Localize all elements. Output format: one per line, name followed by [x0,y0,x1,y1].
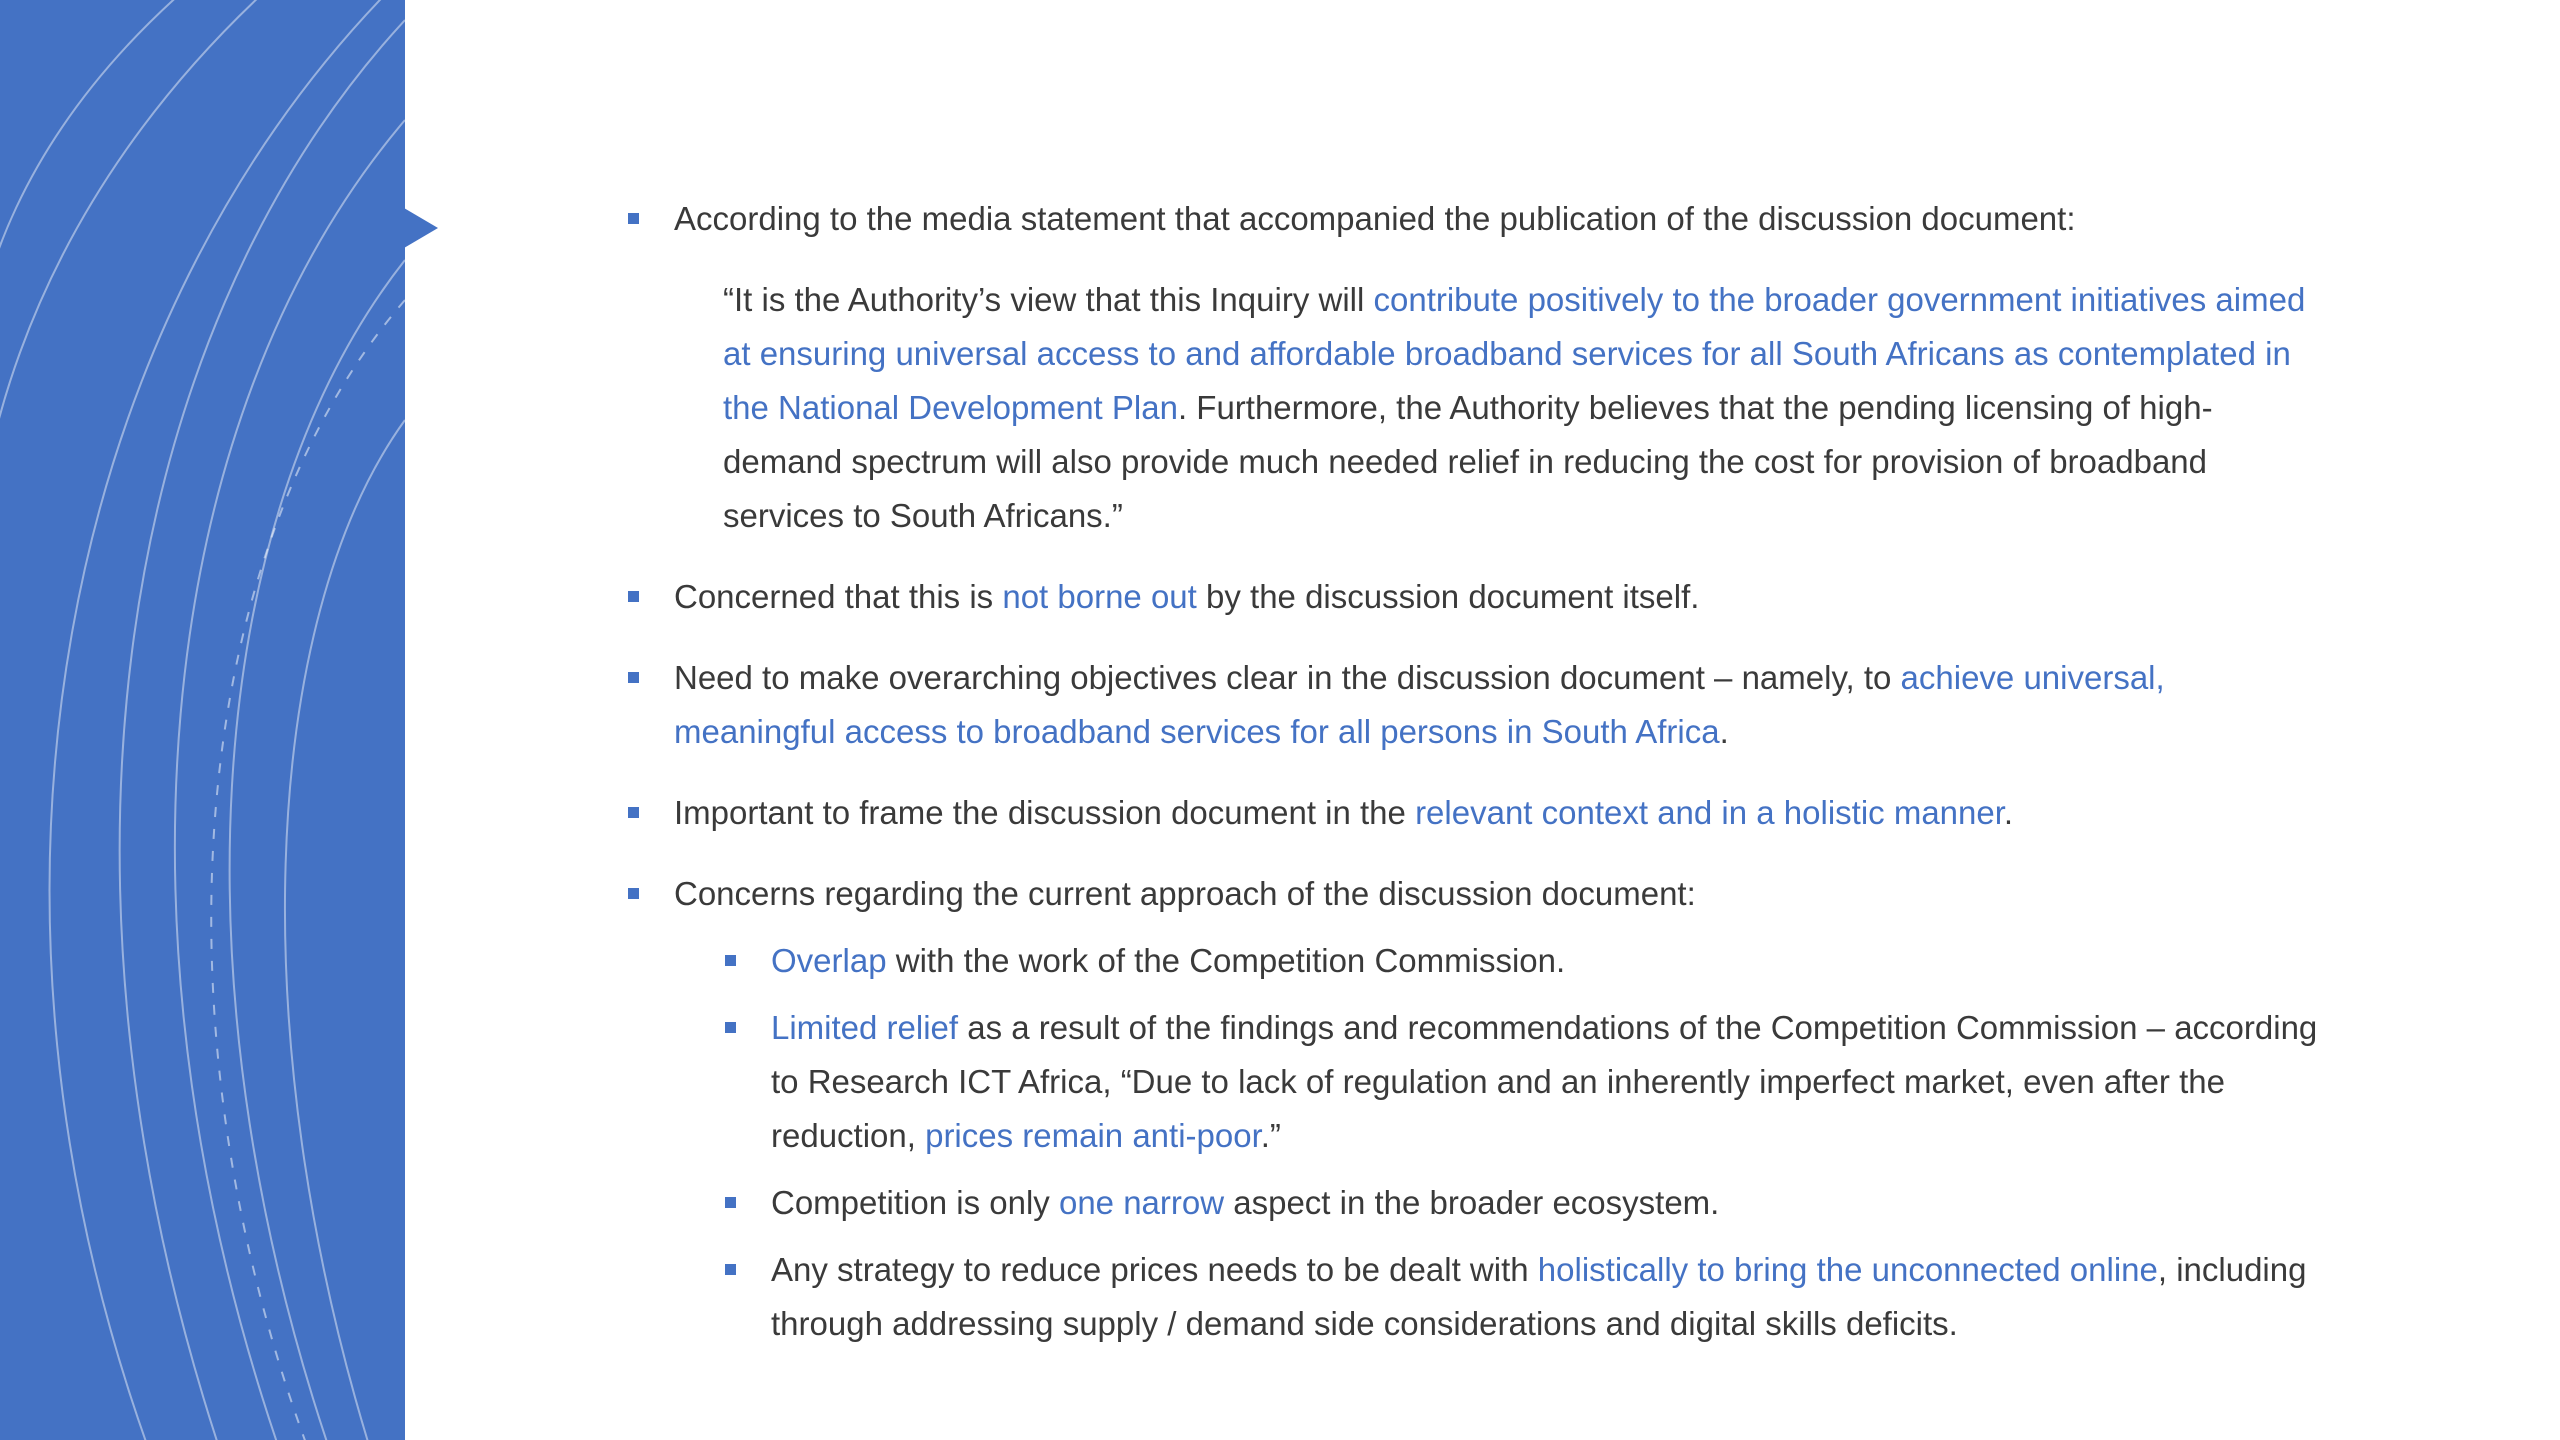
bullet-text: . [2003,794,2014,831]
bullet-highlight: relevant context and in a holistic manner [1415,794,2004,831]
bullet-highlight: achieve universal, meaningful access to broadband services for all persons in South Africa [674,659,2165,750]
bullet-square-icon [725,1264,736,1275]
bullet-text: by the discussion document itself. [1196,578,1700,615]
bullet-objectives [628,651,2328,759]
quote-text: . Furthermore, the Authority believes that the pending licensing of high-demand spectrum will also provide much needed relief in reducing the cost for provision of broadband services to South Africans.” [723,389,2213,534]
bullet-concerned [628,570,2328,624]
sub-bullet-text: with the work of the Competition Commission. [886,942,1566,979]
bullet-text: Need to make overarching objectives clear in the discussion document – namely, to [674,659,1901,696]
bullet-highlight: not borne out [1002,578,1197,615]
quote-highlight: contribute positively to the broader government initiatives aimed at ensuring universal access to and affordable broadband services for all South Africans as contemplated in the National Development Plan [723,281,2306,426]
sub-bullet-text: .” [1260,1117,1281,1154]
bullet-square-icon [725,955,736,966]
sub-bullet-overlap [628,934,2328,988]
sub-bullet-limited-relief [628,1001,2328,1163]
sub-bullet-text: as a result of the findings and recommendations of the Competition Commission – according to Research ICT Africa, “Due to lack of regulation and an inherently imperfect market, even after the reduction, [771,1009,2318,1154]
bullet-concerns [628,867,2328,921]
media-statement-quote [628,273,2328,543]
bullet-text: Important to frame the discussion document in the [674,794,1416,831]
bullet-text: Concerns regarding the current approach of the discussion document: [674,875,1696,912]
bullet-text: . [1719,713,1729,750]
bullet-text: Concerned that this is [674,578,1003,615]
slide-pointer [404,208,438,248]
sub-bullet-highlight: one narrow [1058,1184,1225,1221]
bullet-square-icon [725,1197,736,1208]
sub-bullet-text: Competition is only [771,1184,1059,1221]
bullet-text: According to the media statement that accompanied the publication of the discussion document: [674,200,2076,237]
sub-bullet-text: Any strategy to reduce prices needs to be dealt with [771,1251,1538,1288]
bullet-square-icon [628,591,639,602]
bullet-square-icon [628,888,639,899]
bullet-square-icon [628,672,639,683]
bullet-square-icon [628,807,639,818]
sub-bullet-highlight: prices remain anti-poor [925,1117,1261,1154]
bullet-media-statement [628,192,2328,246]
bullet-square-icon [628,213,639,224]
sub-bullet-text: , including through addressing supply / demand side considerations and digital skills deficits. [771,1251,2307,1342]
sub-bullet-highlight: holistically to bring the unconnected online [1537,1251,2158,1288]
decorative-arcs [0,0,405,1440]
sub-bullet-competition [628,1176,2328,1230]
bullet-square-icon [725,1022,736,1033]
sub-bullet-text: aspect in the broader ecosystem. [1224,1184,1720,1221]
slide-content [628,192,2328,1351]
sub-bullet-strategy [628,1243,2328,1351]
sub-bullet-highlight: Overlap [771,942,887,979]
bullet-frame [628,786,2328,840]
sub-bullet-highlight: Limited relief [771,1009,959,1046]
decorative-side-panel [0,0,405,1440]
quote-text: “It is the Authority’s view that this Inquiry will [723,281,1374,318]
